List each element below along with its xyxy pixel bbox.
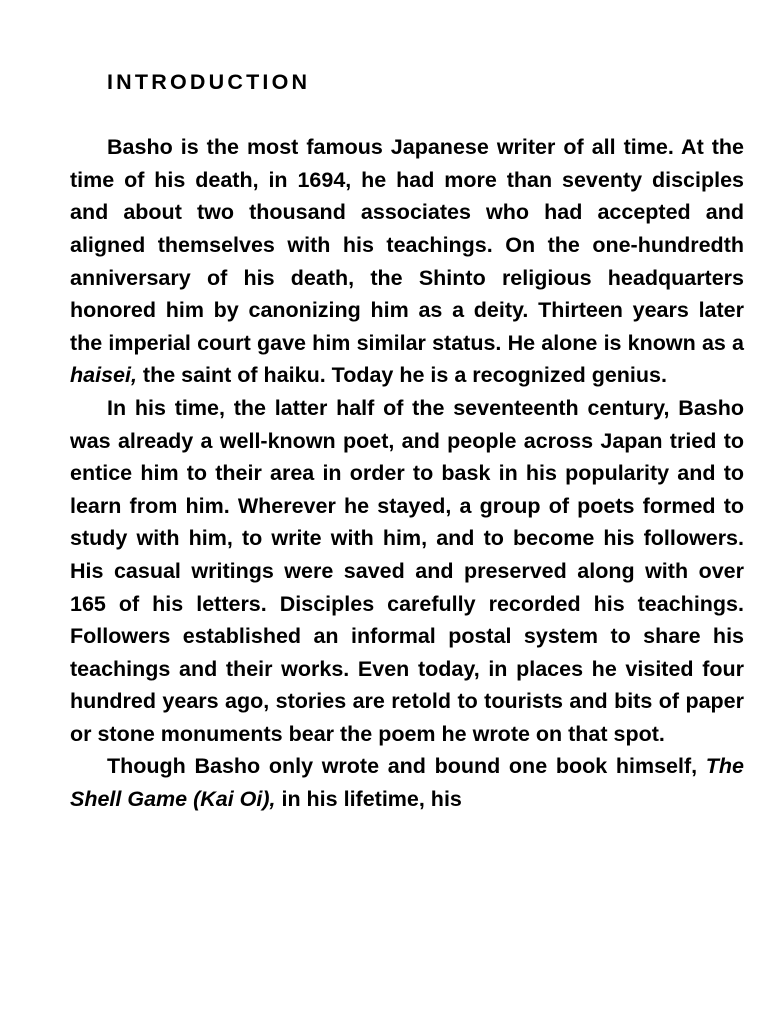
document-page — [70, 66, 744, 816]
paragraph-3-text-a: Though Basho only wrote and bound one book himself, — [107, 754, 706, 779]
paragraph-1-text-a: Basho is the most famous Japanese writer of all time. At the time of his death, in 1694, he had more than seventy disciples and about two thousand associates who had accepted and aligned themselves with his teachings. On the one-hundredth anniversary of his death, the Shinto religious headquarters honored him by canonizing him as a deity. Thirteen years later the imperial court gave him similar status. He alone is known as a — [70, 135, 744, 355]
section-heading: INTRODUCTION — [107, 70, 311, 94]
paragraph-1-text-b: the saint of haiku. Today he is a recognized genius. — [136, 363, 667, 388]
paragraph-2-text: In his time, the latter half of the seventeenth century, Basho was already a well-known poet, and people across Japan tried to entice him to their area in order to bask in his popularity and to learn from him. Wherever he stayed, a group of poets formed to study with him, to write with him, and to become his followers. His casual writings were saved and preserved along with over 165 of his letters. Disciples carefully recorded his teachings. Followers established an informal postal system to share his teachings and their works. Even today, in places he visited four hundred years ago, stories are retold to tourists and bits of paper or stone monuments bear the poem he wrote on that spot. — [70, 395, 744, 746]
paragraph-3 — [70, 750, 744, 815]
paragraph-1 — [70, 131, 744, 392]
paragraph-1-italic-term: haisei, — [70, 363, 137, 388]
paragraph-3-italic-title: The Shell Game (Kai Oi), — [70, 754, 744, 812]
paragraph-3-text-b: in his lifetime, his — [275, 787, 462, 812]
paragraph-2 — [70, 392, 744, 751]
